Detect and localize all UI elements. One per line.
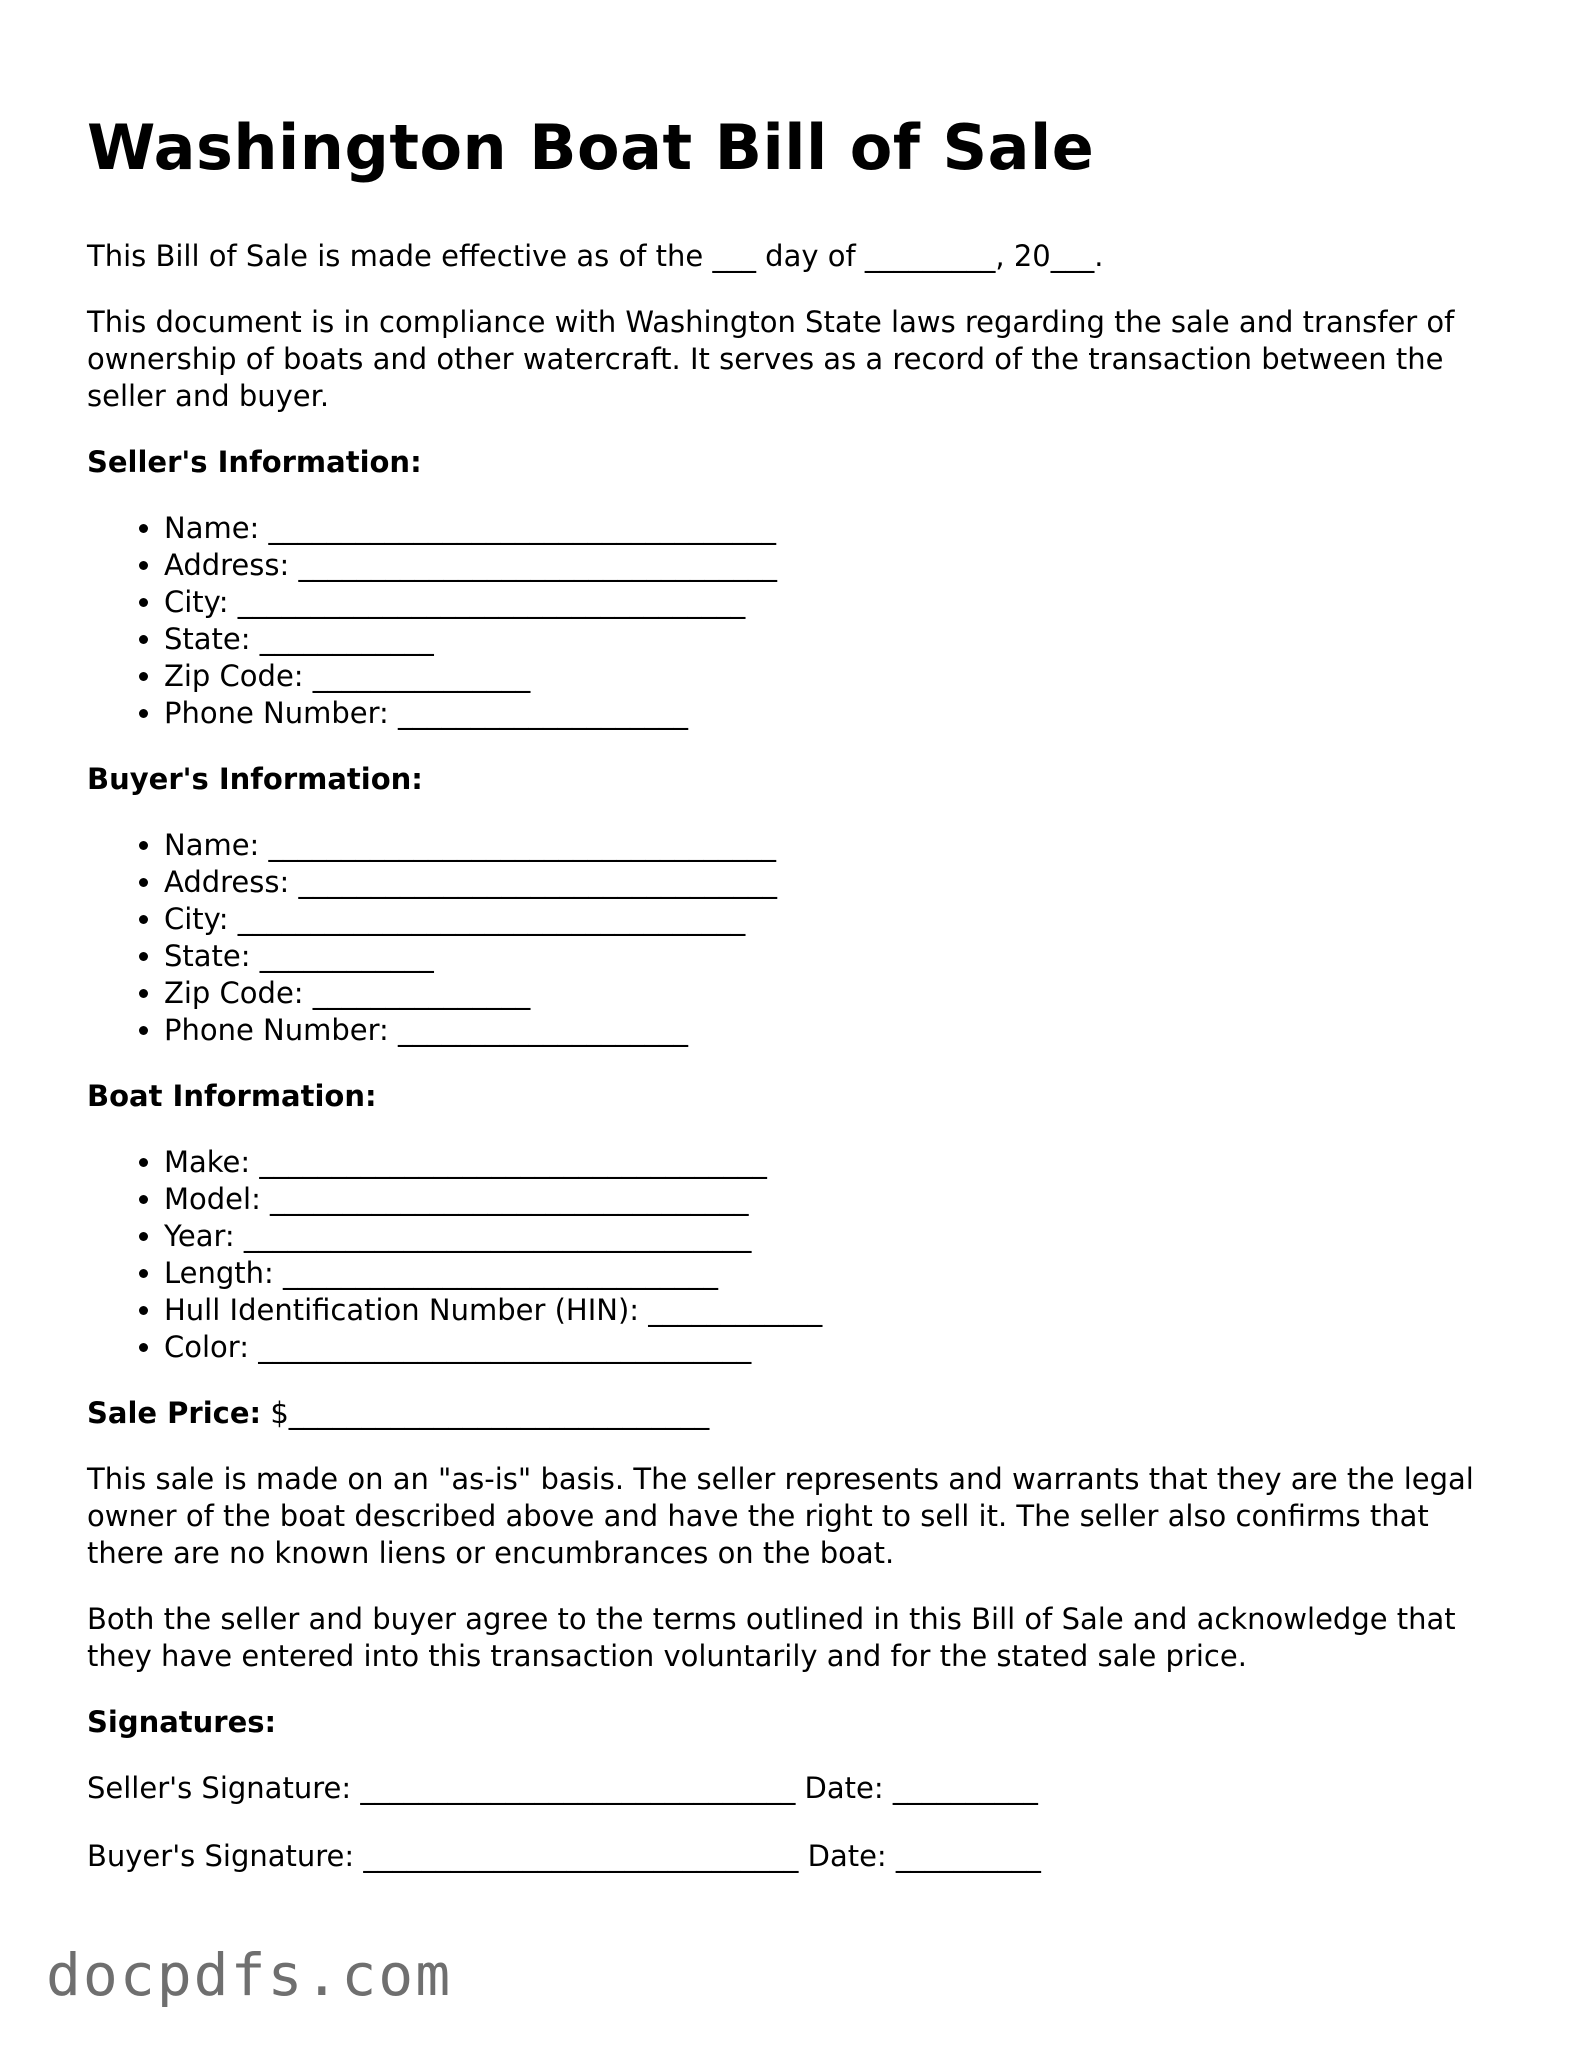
document-page <box>87 108 1507 1906</box>
buyer-zip-field: • Zip Code: _______________ <box>164 975 1507 1012</box>
buyer-field-list <box>87 827 1507 1049</box>
buyer-phone-field: • Phone Number: ____________________ <box>164 1012 1507 1049</box>
seller-city-field: • City: ___________________________________ <box>164 584 1507 621</box>
seller-state-field: • State: ____________ <box>164 621 1507 658</box>
buyer-name-field: • Name: ___________________________________ <box>164 827 1507 864</box>
boat-hin-field: • Hull Identification Number (HIN): ____________ <box>164 1292 1507 1329</box>
seller-zip-field: • Zip Code: _______________ <box>164 658 1507 695</box>
buyer-signature-line: Buyer's Signature: ______________________________ Date: __________ <box>87 1839 1041 1873</box>
boat-make-field: • Make: ___________________________________ <box>164 1144 1507 1181</box>
seller-field-list <box>87 510 1507 732</box>
buyer-address-field: • Address: _________________________________ <box>164 864 1507 901</box>
boat-model-field: • Model: _________________________________ <box>164 1181 1507 1218</box>
seller-section-heading: Seller's Information: <box>87 445 422 479</box>
effective-date-line: This Bill of Sale is made effective as of the ___ day of _________, 20___. <box>87 239 1104 273</box>
boat-field-list <box>87 1144 1507 1366</box>
as-is-paragraph: This sale is made on an "as-is" basis. The seller represents and warrants that they are the legal owner of the boat described above and have the right to sell it. The seller also confirms that there are no known liens or encumbrances on the boat. <box>87 1462 1484 1570</box>
sale-price-label: Sale Price: <box>87 1396 262 1430</box>
seller-phone-field: • Phone Number: ____________________ <box>164 695 1507 732</box>
boat-section-heading: Boat Information: <box>87 1079 377 1113</box>
watermark-logo: docpdfs.com <box>46 1941 453 2009</box>
buyer-state-field: • State: ____________ <box>164 938 1507 975</box>
buyer-city-field: • City: ___________________________________ <box>164 901 1507 938</box>
boat-year-field: • Year: ___________________________________ <box>164 1218 1507 1255</box>
boat-color-field: • Color: __________________________________ <box>164 1329 1507 1366</box>
sale-price-value: $_____________________________ <box>261 1396 710 1430</box>
compliance-paragraph: This document is in compliance with Washington State laws regarding the sale and transfer of ownership of boats and other watercraft. It serves as a record of the transaction between the seller and buyer. <box>87 305 1464 413</box>
sale-price-line <box>87 1395 1507 1432</box>
buyer-section-heading: Buyer's Information: <box>87 762 423 796</box>
seller-signature-line: Seller's Signature: ______________________________ Date: __________ <box>87 1771 1038 1805</box>
agreement-paragraph: Both the seller and buyer agree to the terms outlined in this Bill of Sale and acknowledge that they have entered into this transaction voluntarily and for the stated sale price. <box>87 1602 1465 1673</box>
boat-length-field: • Length: ______________________________ <box>164 1255 1507 1292</box>
signatures-heading: Signatures: <box>87 1705 277 1739</box>
document-title: Washington Boat Bill of Sale <box>87 111 1095 184</box>
seller-address-field: • Address: _________________________________ <box>164 547 1507 584</box>
seller-name-field: • Name: ___________________________________ <box>164 510 1507 547</box>
